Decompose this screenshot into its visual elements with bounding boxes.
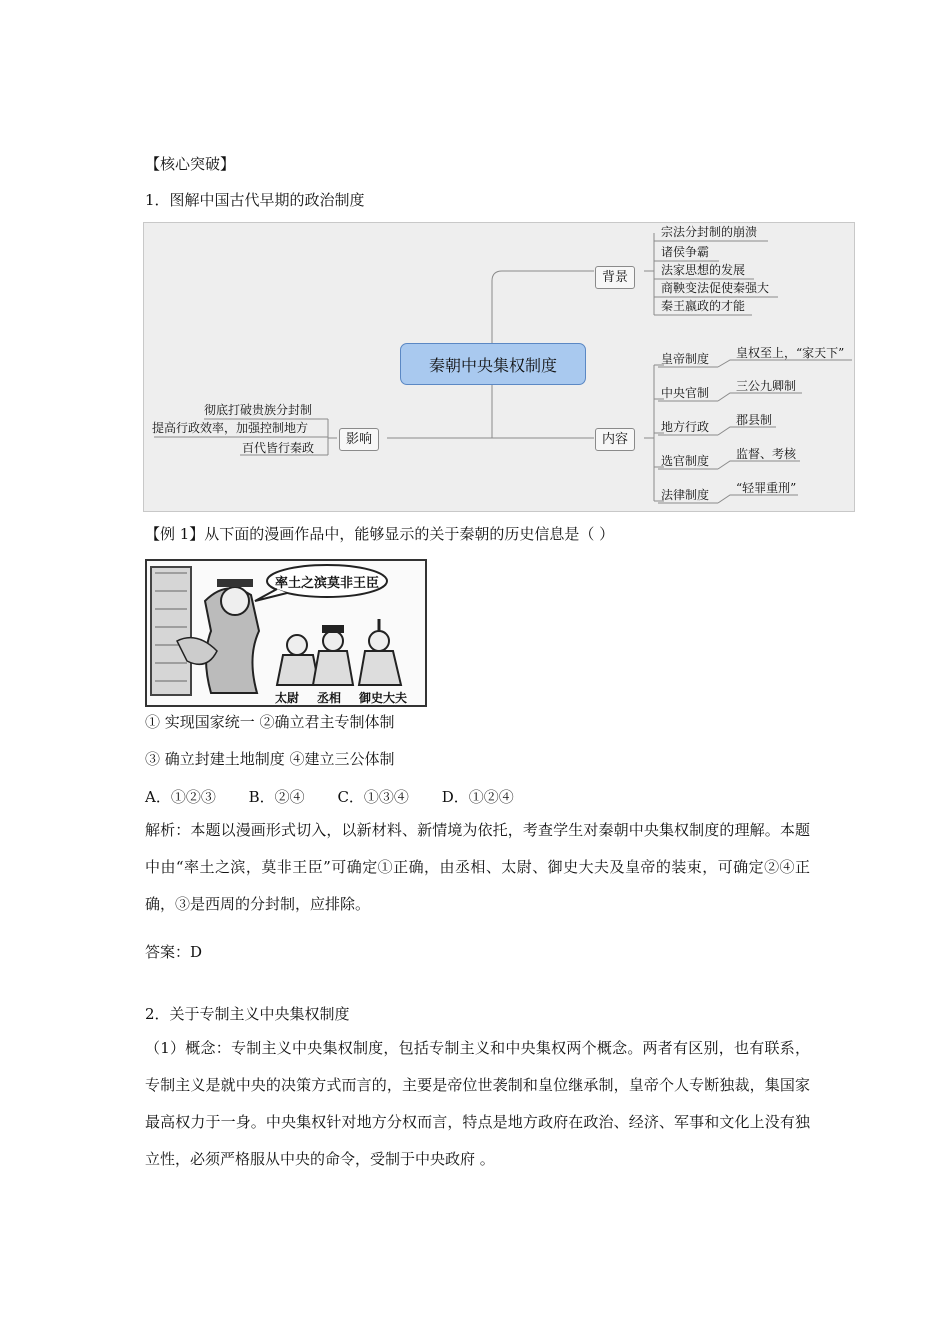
cartoon-label: 丞相: [317, 691, 342, 705]
mindmap-leaf: 诸侯争霸: [661, 245, 710, 259]
mindmap-leaf: 皇权至上，“家天下”: [736, 346, 845, 360]
mindmap-background-node: 背景: [595, 266, 635, 289]
mindmap-center-node: 秦朝中央集权制度: [400, 343, 586, 385]
item1-title: 1．图解中国古代早期的政治制度: [145, 191, 365, 209]
mindmap-leaf: 选官制度: [661, 454, 710, 468]
mindmap-leaf: 三公九卿制: [736, 379, 797, 393]
mindmap-leaf: 宗法分封制的崩溃: [661, 225, 758, 239]
cartoon-bubble-text: 率土之滨莫非王臣: [275, 576, 380, 591]
mindmap-leaf: 地方行政: [661, 420, 710, 434]
mindmap-content-node: 内容: [595, 428, 635, 451]
analysis-paragraph: 解析：本题以漫画形式切入，以新材料、新情境为依托，考查学生对秦朝中央集权制度的理解。本题中由“率土之滨，莫非王臣”可确定①正确，由丞相、太尉、御史大夫及皇帝的装束，可确定②④正确，③是西周的分封制，应排除。: [145, 821, 810, 913]
cartoon-image: [145, 559, 427, 707]
mindmap-leaf: 法律制度: [661, 488, 710, 502]
statement-line-1: ① 实现国家统一 ②确立君主专制体制: [145, 713, 395, 731]
mindmap-leaf: 法家思想的发展: [661, 263, 746, 277]
mindmap-leaf: 中央官制: [661, 386, 710, 400]
mindmap-leaf: 提高行政效率，加强控制地方: [152, 421, 309, 435]
cartoon-label: 御史大夫: [359, 691, 408, 705]
option-b: B．②④: [248, 788, 305, 806]
mindmap-leaf: 彻底打破贵族分封制: [204, 403, 313, 417]
mindmap-leaf: 郡县制: [736, 413, 773, 427]
answer-options: [145, 786, 542, 807]
statement-line-2: ③ 确立封建土地制度 ④建立三公体制: [145, 750, 395, 768]
mindmap-leaf: 百代皆行秦政: [242, 441, 315, 455]
option-a: A．①②③: [145, 788, 216, 806]
mindmap-influence-node: 影响: [339, 428, 379, 451]
item2-paragraph: （1）概念：专制主义中央集权制度，包括专制主义和中央集权两个概念。两者有区别，也有联系，专制主义是就中央的决策方式而言的，主要是帝位世袭制和皇位继承制，皇帝个人专断独裁，集国家最高权力于一身。中央集权针对地方分权而言，特点是地方政府在政治、经济、军事和文化上没有独立性，必须严格服从中央的命令，受制于中央政府 。: [145, 1039, 810, 1168]
mindmap-leaf: 监督、考核: [736, 447, 797, 461]
example1-question: 【例 1】从下面的漫画作品中，能够显示的关于秦朝的历史信息是（ ）: [145, 525, 615, 543]
mindmap-leaf: 商鞅变法促使秦强大: [661, 281, 770, 295]
mindmap-leaf: “轻罪重刑”: [736, 481, 797, 495]
section-title: 【核心突破】: [145, 155, 236, 173]
mindmap-diagram: [143, 222, 855, 512]
mindmap-leaf: 秦王嬴政的才能: [661, 299, 746, 313]
mindmap-leaf: 皇帝制度: [661, 352, 710, 366]
item2-title: 2．关于专制主义中央集权制度: [145, 1005, 350, 1023]
option-c: C．①③④: [337, 788, 409, 806]
option-d: D．①②④: [441, 788, 514, 806]
cartoon-label: 太尉: [275, 691, 300, 705]
answer-text: 答案：D: [145, 943, 203, 961]
